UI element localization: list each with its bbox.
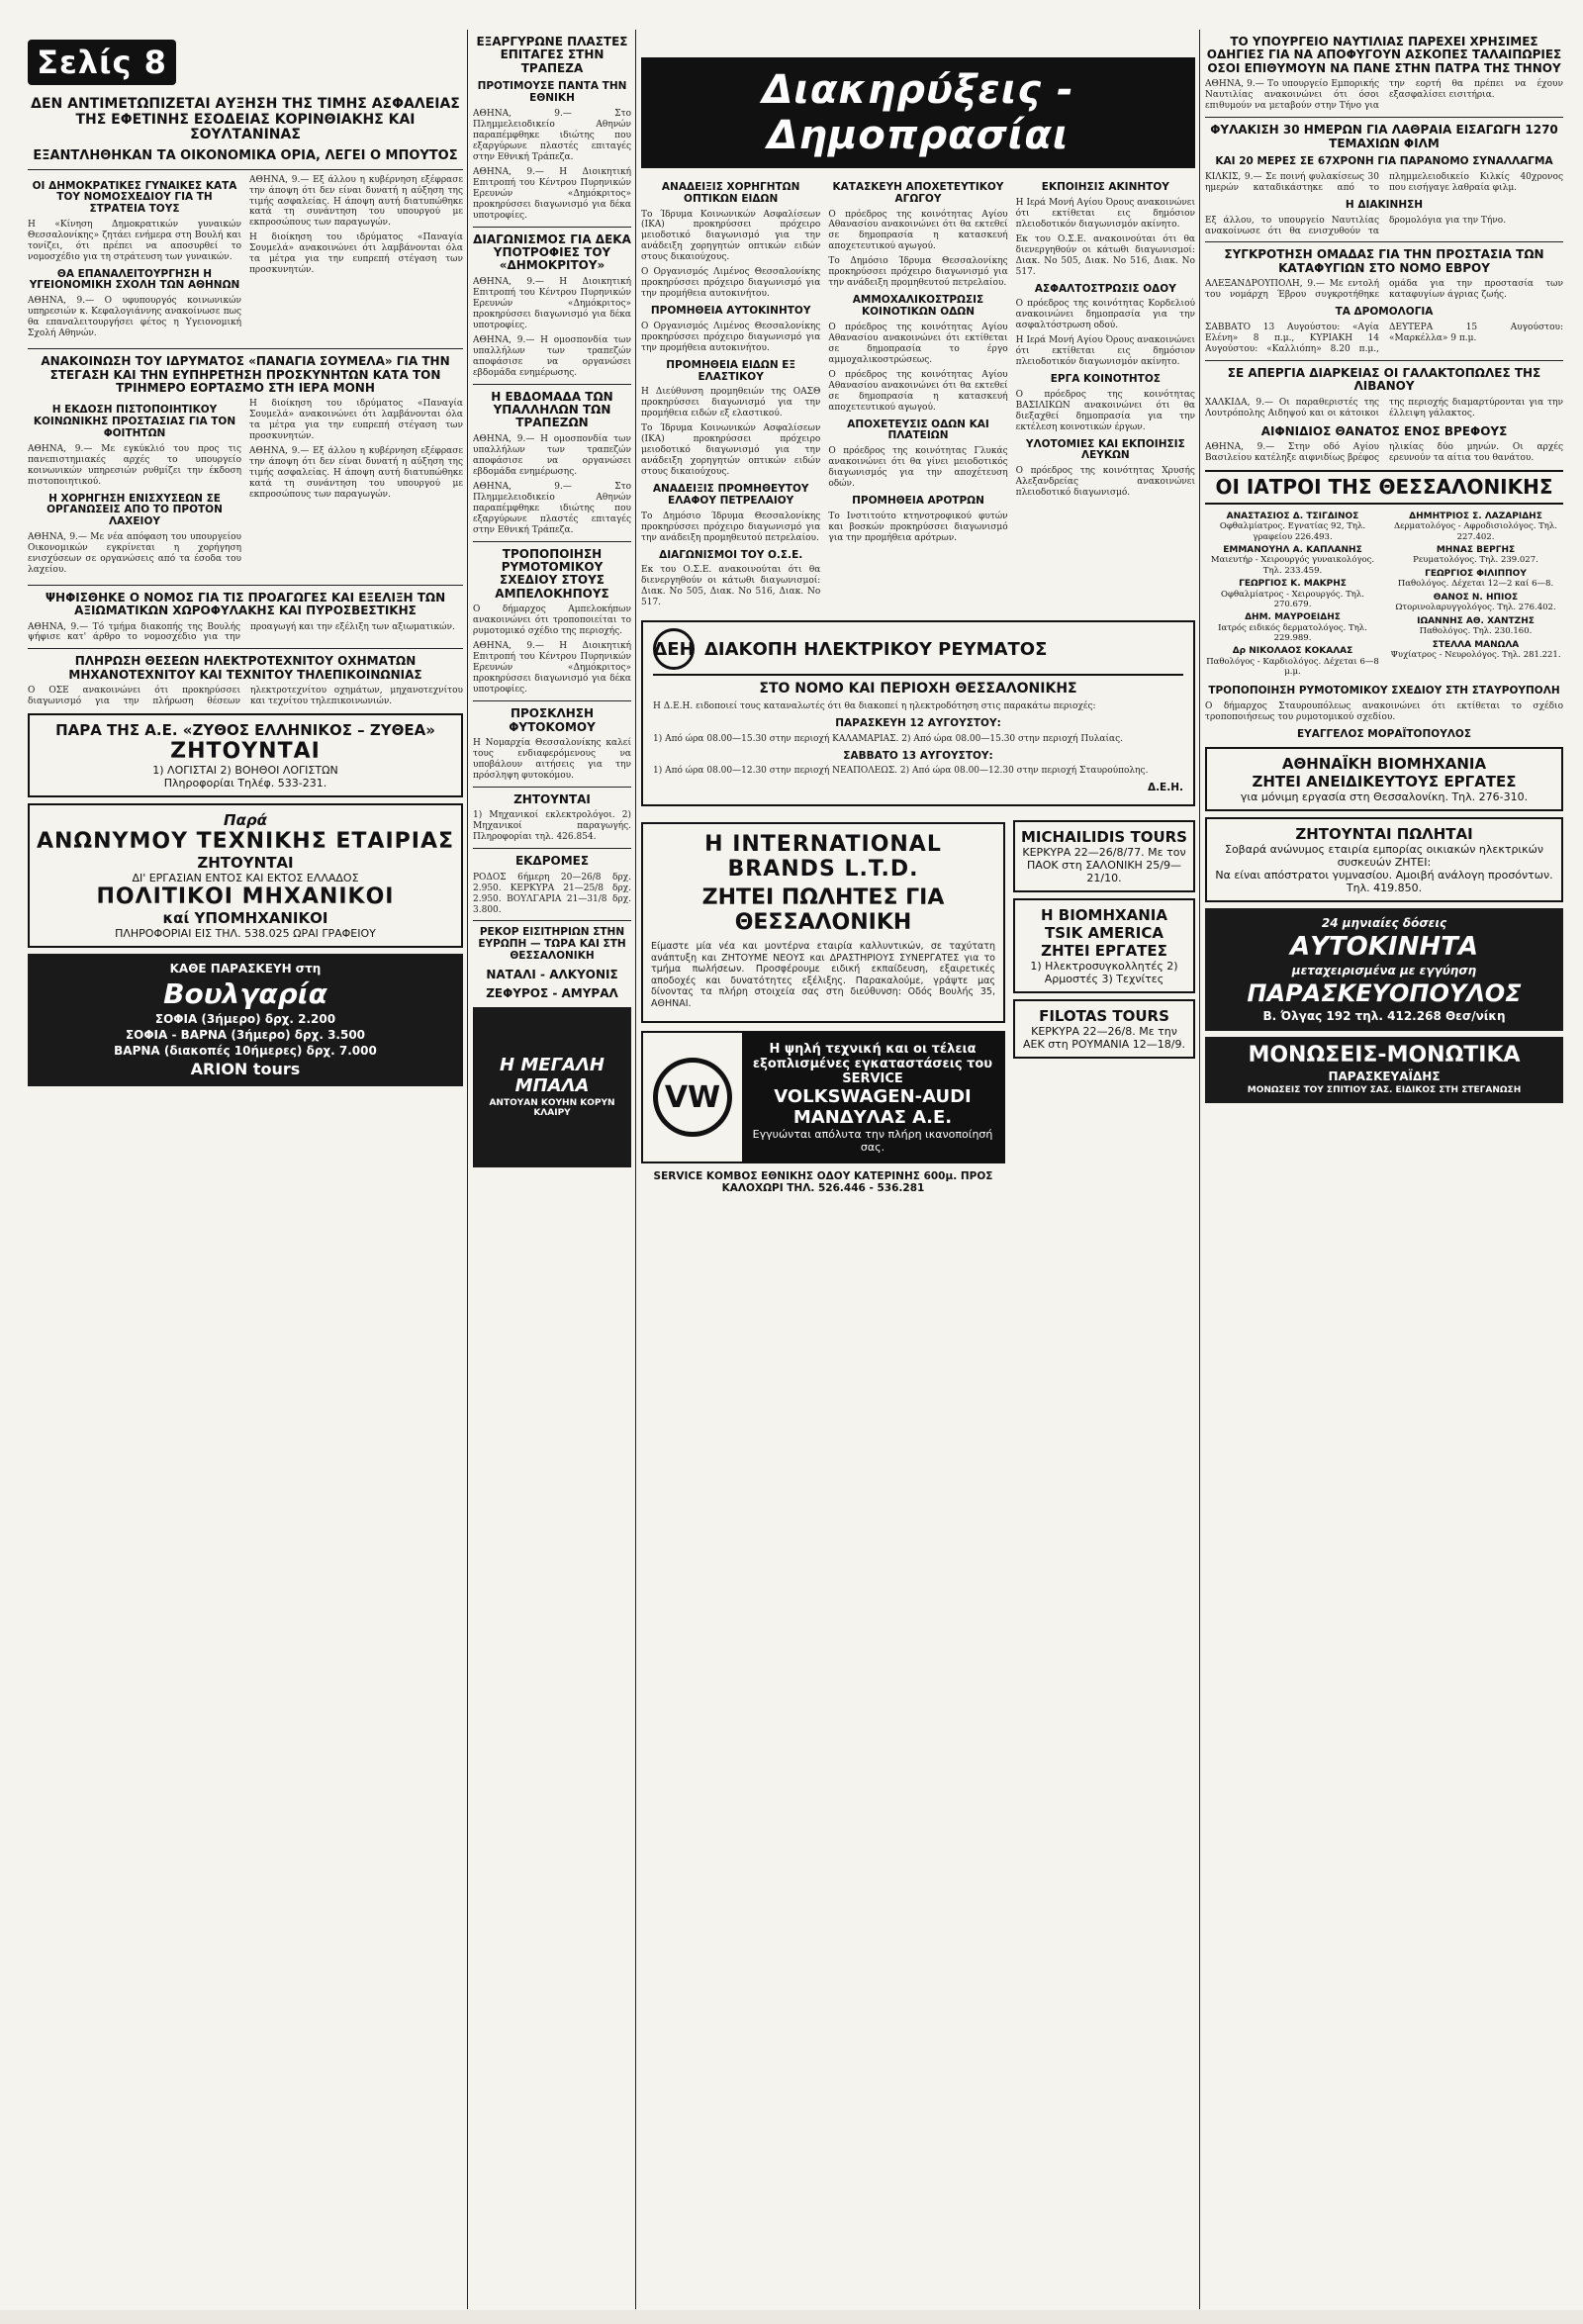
article-text: Εξ άλλου, το υπουργείο Ναυτιλίας ανακοίνωσε ότι θα ενισχυθούν τα δρομολόγια για την Τήνο. (1205, 215, 1507, 236)
ad-zyvea (28, 713, 463, 797)
ad-technical-company (28, 803, 463, 948)
headline-ekdosi: Η ΕΚΔΟΣΗ ΠΙΣΤΟΠΟΙΗΤΙΚΟΥ ΚΟΙΝΩΝΙΚΗΣ ΠΡΟΣΤΑΣΙΑΣ ΓΙΑ ΤΟΝ ΦΟΙΤΗΤΩΝ (33, 404, 236, 439)
doctors-section-title: ΟΙ ΙΑΤΡΟΙ ΤΗΣ ΘΕΣΣΑΛΟΝΙΚΗΣ (1205, 470, 1563, 504)
doctor-listing (1205, 612, 1380, 643)
notice-text: Ο Οργανισμός Λιμένος Θεσσαλονίκης προκηρύσσει πρόχειρο διαγωνισμό για την προμήθεια αυτοκινήτου. (641, 322, 821, 353)
doctor-info: Ωτορινολαρυγγολόγος. Τηλ. 276.402. (1395, 603, 1556, 613)
doctor-name: ΘΑΝΟΣ Ν. ΗΠΙΟΣ (1433, 592, 1519, 603)
ad-line: μεταχειρισμένα με εγγύηση (1291, 963, 1477, 977)
ad-cars (1205, 908, 1563, 1031)
lead-headline: ΔΕΝ ΑΝΤΙΜΕΤΩΠΙΖΕΤΑΙ ΑΥΞΗΣΗ ΤΗΣ ΤΙΜΗΣ ΑΣΦΑΛΕΙΑΣ ΤΗΣ ΕΦΕΤΙΝΗΣ ΕΣΟΔΕΙΑΣ ΚΟΡΙΝΘΙΑΚΗΣ ΚΑΙ ΣΟΥΛΤΑΝΙΝΑΣ (31, 96, 460, 143)
ad-line: ΜΟΝΩΣΕΙΣ ΤΟΥ ΣΠΙΤΙΟΥ ΣΑΣ. ΕΙΔΙΚΟΣ ΣΤΗ ΣΤΕΓΑΝΩΣΗ (1247, 1084, 1522, 1095)
ad-athenian-industry (1205, 747, 1563, 811)
headline-xorigisi: Η ΧΟΡΗΓΗΣΗ ΕΝΙΣΧΥΣΕΩΝ ΣΕ ΟΡΓΑΝΩΣΕΙΣ ΑΠΟ ΤΟ ΠΡΟΤΟΝ ΛΑΧΕΙΟΥ (47, 492, 223, 527)
notice-text: Η Ιερά Μονή Αγίου Όρους ανακοινώνει ότι εκτίθεται εις δημόσιον πλειοδοτικόν διαγωνισμόν ακίνητο. (1015, 335, 1195, 368)
article-text: Ο ΟΣΕ ανακοινώνει ότι προκηρύσσει διαγωνισμό για την πλήρωση θέσεων ηλεκτροτεχνίτου οχημάτων, μηχανοτεχνίτου και τεχνίτου τηλεπικοινωνιών. (28, 686, 463, 707)
ad-line: ΖΗΤΟΥΝΤΑΙ (170, 739, 321, 765)
column-rule (1199, 30, 1200, 2309)
doctor-listing (1388, 593, 1563, 613)
doctor-info: Δερματολόγος - Αφροδισιολόγος. Τηλ. 227.402. (1394, 521, 1557, 542)
ad-line: ΜΑΝΔΥΛΑΣ Α.Ε. (792, 1106, 953, 1128)
notice-text: Το Ίδρυμα Κοινωνικών Ασφαλίσεων (ΙΚΑ) προκηρύσσει πρόχειρο μειοδοτικό διαγωνισμό για την ανάδειξη χορηγητών οπτικών ειδών στους δικαιούχους. (641, 423, 821, 478)
article-text: ΑΘΗΝΑ, 9.— Εξ άλλου η κυβέρνηση εξέφρασε την άποψη ότι δεν είναι δυνατή η αύξηση της τιμής ασφαλείας. Η άποψη αυτή διατυπώθηκε κατά τη συνάντηση του υπουργού με εκπροσώπους των παραγωγών. (249, 174, 463, 229)
article-text: Η διοίκηση του ιδρύματος «Παναγία Σουμελά» ανακοινώνει ότι λαμβάνονται όλα τα μέτρα για την ευπρεπή στέγαση των προσκυνητών. (249, 232, 463, 276)
notice-text: Ο πρόεδρος της κοινότητας ΒΑΣΙΛΙΚΩΝ ανακοινώνει ότι θα διεξαχθεί δημοπρασία για την εκτέλεση κοινοτικών έργων. (1015, 389, 1195, 432)
article-text: ΑΘΗΝΑ, 9.— Η ομοσπονδία των υπαλλήλων των τραπεζών αποφάσισε να οργανώσει εβδομάδα ενημέρωσης. (473, 334, 631, 378)
headline-epitages: ΕΞΑΡΓΥΡΩΝΕ ΠΛΑΣΤΕΣ ΕΠΙΤΑΓΕΣ ΣΤΗΝ ΤΡΑΠΕΖΑ (476, 35, 628, 75)
vw-logo-icon: VW (653, 1058, 732, 1137)
article-text: ΧΑΛΚΙΔΑ, 9.— Οι παραθεριστές της Λουτρόπολης Αιδηψού και οι κάτοικοι της περιοχής διαμαρτύρονται για την έλλειψη γάλακτος. (1205, 397, 1563, 418)
ad-line: Εγγυώνται απόλυτα την πλήρη ικανοποίησή σας. (752, 1127, 993, 1154)
headline-tinos: ΤΟ ΥΠΟΥΡΓΕΙΟ ΝΑΥΤΙΛΙΑΣ ΠΑΡΕΧΕΙ ΧΡΗΣΙΜΕΣ ΟΔΗΓΙΕΣ ΓΙΑ ΝΑ ΑΠΟΦΥΓΟΥΝ ΑΣΚΟΠΕΣ ΤΑΛΑΙΠΩΡΙΕΣ ΟΣΟΙ ΕΠΙΘΥΜΟΥΝ ΝΑ ΠΑΝΕ ΣΤΗΝ ΠΑΤΡΑ ΤΗΣ ΤΗΝΟΥ (1206, 35, 1562, 75)
article-grid (28, 175, 463, 344)
ad-line: ΖΗΤΕΙ ΑΝΕΙΔΙΚΕΥΤΟΥΣ ΕΡΓΑΤΕΣ (1252, 772, 1517, 790)
divider (28, 169, 463, 170)
doctor-name: ΜΗΝΑΣ ΒΕΡΓΗΣ (1436, 544, 1516, 555)
ad-cinema (473, 1007, 631, 1167)
ad-insulation (1205, 1037, 1563, 1103)
ad-line: Σοβαρά ανώνυμος εταιρία εμπορίας οικιακών ηλεκτρικών συσκευών ΖΗΤΕΙ: (1225, 842, 1543, 869)
ad-line: ΚΕΡΚΥΡΑ 22—26/8/77. Με τον ΠΑΟΚ στη ΣΑΛΟΝΙΚΗ 25/9—21/10. (1022, 846, 1186, 885)
notice-text: Εκ του Ο.Σ.Ε. ανακοινούται ότι θα διενεργηθούν οι κάτωθι διαγωνισμοί: Διακ. Νο 505, Διακ. Νο 516, Διακ. Νο 517. (1015, 233, 1195, 277)
ad-line: ΣΟΦΙΑ (3ήμερο) δρχ. 2.200 (154, 1012, 336, 1027)
headline-evdomada: Η ΕΒΔΟΜΑΔΑ ΤΩΝ ΥΠΑΛΛΗΛΩΝ ΤΩΝ ΤΡΑΠΕΖΩΝ (491, 389, 613, 430)
headline-diagonismos: ΔΙΑΓΩΝΙΣΜΟΣ ΓΙΑ ΔΕΚΑ ΥΠΟΤΡΟΦΙΕΣ ΤΟΥ «ΔΗΜΟΚΡΙΤΟΥ» (473, 232, 631, 273)
notice-text: Η Διεύθυνση προμηθειών της ΟΑΣΘ προκηρύσσει διαγωνισμό για την προμήθεια ειδών εξ ελαστικού. (641, 387, 821, 419)
divider (28, 648, 463, 649)
ad-line: ΔΙ' ΕΡΓΑΣΙΑΝ ΕΝΤΟΣ ΚΑΙ ΕΚΤΟΣ ΕΛΛΑΔΟΣ (132, 872, 359, 885)
vw-service-line: SERVICE ΚΟΜΒΟΣ ΕΘΝΙΚΗΣ ΟΔΟΥ ΚΑΤΕΡΙΝΗΣ 600μ. ΠΡΟΣ ΚΑΛΟΧΩΡΙ ΤΗΛ. 526.446 - 536.281 (653, 1170, 993, 1195)
divider (473, 787, 631, 788)
headline-nomos: ΨΗΦΙΣΘΗΚΕ Ο ΝΟΜΟΣ ΓΙΑ ΤΙΣ ΠΡΟΑΓΩΓΕΣ ΚΑΙ ΕΞΕΛΙΞΗ ΤΩΝ ΑΞΙΩΜΑΤΙΚΩΝ ΧΩΡΟΦΥΛΑΚΗΣ ΚΑΙ ΠΥΡΟΣΒΕΣΤΙΚΗΣ (45, 590, 446, 618)
ad-line: ΒΑΡΝΑ (διακοπές 10ήμερες) δρχ. 7.000 (114, 1044, 377, 1059)
headline-apergia: ΣΕ ΑΠΕΡΓΙΑ ΔΙΑΡΚΕΙΑΣ ΟΙ ΓΑΛΑΚΤΟΠΩΛΕΣ ΤΗΣ ΛΙΒΑΝΟΥ (1227, 365, 1541, 394)
notice-text: Ο πρόεδρος της κοινότητας Κορδελιού ανακοινώνει δημοπρασία για την ασφαλτόστρωση οδού. (1015, 299, 1195, 331)
headline-gynaikes: ΟΙ ΔΗΜΟΚΡΑΤΙΚΕΣ ΓΥΝΑΙΚΕΣ ΚΑΤΑ ΤΟΥ ΝΟΜΟΣΧΕΔΙΟΥ ΓΙΑ ΤΗ ΣΤΡΑΤΕΙΑ ΤΟΥΣ (32, 179, 237, 216)
article-text: Ο δήμαρχος Αμπελοκήπων ανακοινώνει ότι τροποποιείται το ρυμοτομικό σχέδιο της περιοχής. (473, 604, 631, 637)
article-text: Η Νομαρχία Θεσσαλονίκης καλεί τους ενδιαφερόμενους να υποβάλουν αιτήσεις για την πρόσληψη φυτοκόμου. (473, 737, 631, 781)
article-text: Ο δήμαρχος Σταυρουπόλεως ανακοινώνει ότι εκτίθεται το σχέδιο τροποποιήσεως του ρυμοτομικού σχεδίου. (1205, 701, 1563, 723)
doctor-info: Παθολόγος - Καρδιολόγος. Δέχεται 6—8 μ.μ. (1206, 657, 1379, 678)
deh-subtitle: ΣΤΟ ΝΟΜΟ ΚΑΙ ΠΕΡΙΟΧΗ ΘΕΣΣΑΛΟΝΙΚΗΣ (759, 681, 1077, 697)
ad-line: 1) ΛΟΓΙΣΤΑΙ 2) ΒΟΗΘΟΙ ΛΟΓΙΣΤΩΝ (152, 764, 338, 778)
ad-line: Η INTERNATIONAL BRANDS L.T.D. (704, 832, 942, 883)
article-text: ΑΘΗΝΑ, 9.— Εξ άλλου η κυβέρνηση εξέφρασε την άποψη ότι δεν είναι δυνατή η αύξηση της τιμής ασφαλείας. Η άποψη αυτή διατυπώθηκε κατά τη συνάντηση του υπουργού με εκπροσώπους των παραγωγών. (249, 446, 463, 501)
deh-day-text: 1) Από ώρα 08.00—12.30 στην περιοχή ΝΕΑΠΟΛΕΩΣ. 2) Από ώρα 08.00—12.30 στην περιοχή Σταυρούπολης. (653, 766, 1149, 777)
headline-diakinisi: Η ΔΙΑΚΙΝΗΣΗ (1345, 198, 1424, 211)
article-text: ΑΘΗΝΑ, 9.— Τό τμήμα διακοπής της Βουλής ψήφισε κατ' άρθρο το νομοσχέδιο για την προαγωγή και την εξέλιξη των αξιωματικών. (28, 621, 455, 643)
article-text: ΑΘΗΝΑ, 9.— Στην οδό Αγίου Βασιλείου κατέληξε αιφνιδίως βρέφος ηλικίας δύο μηνών. Οι αρχές ερευνούν τα αίτια του θανάτου. (1205, 442, 1563, 464)
doctor-info: Ιατρός ειδικός δερματολόγος. Τηλ. 229.989. (1218, 622, 1367, 644)
article-text: 1) Μηχανικοί εκλεκτρολόγοι. 2) Μηχανικοί παραγωγής. Πληροφορίαι τηλ. 426.854. (473, 810, 631, 843)
headline-rymotomiko: ΤΡΟΠΟΠΟΙΗΣΗ ΡΥΜΟΤΟΜΙΚΟΥ ΣΧΕΔΙΟΥ ΣΤΗ ΣΤΑΥΡΟΥΠΟΛΗ (1208, 685, 1560, 697)
doctors-grid (1205, 509, 1563, 681)
ad-line: ΑΘΗΝΑΪΚΗ ΒΙΟΜΗΧΑΝΙΑ (1281, 754, 1487, 773)
divider (473, 700, 631, 701)
headline-plirosi: ΠΛΗΡΩΣΗ ΘΕΣΕΩΝ ΗΛΕΚΤΡΟΤΕΧΝΙΤΟΥ ΟΧΗΜΑΤΩΝ ΜΗΧΑΝΟΤΕΧΝΙΤΟΥ ΚΑΙ ΤΕΧΝΙΤΟΥ ΤΗΛΕΠΙΚΟΙΝΩΝΙΑΣ (68, 654, 422, 682)
subheadline-fylakisi: ΚΑΙ 20 ΜΕΡΕΣ ΣΕ 67ΧΡΟΝΗ ΓΙΑ ΠΑΡΑΝΟΜΟ ΣΥΝΑΛΛΑΓΜΑ (1215, 155, 1553, 168)
divider (473, 848, 631, 849)
headline-thanatos: ΑΙΦΝΙΔΙΟΣ ΘΑΝΑΤΟΣ ΕΝΟΣ ΒΡΕΦΟΥΣ (1260, 423, 1508, 438)
notices-grid (641, 176, 1195, 612)
article-text: ΡΟΔΟΣ 6ήμερη 20—26/8 δρχ. 2.950. ΚΕΡΚΥΡΑ 21—25/8 δρχ. 2.950. ΒΟΥΛΓΑΡΙΑ 21—31/8 δρχ. 3.800. (473, 872, 631, 915)
deh-power-cut-notice (641, 620, 1195, 806)
doctor-name: ΓΕΩΡΓΙΟΣ ΦΙΛΙΠΠΟΥ (1425, 568, 1527, 579)
article-text: Η «Κίνηση Δημοκρατικών γυναικών Θεσσαλονίκης» ζητάει ενήμερα στη Βουλή και τονίζει, ότι πρέπει να αποσυρθεί το νομοσχέδιο για τη στράτευση των γυναικών. (28, 219, 241, 262)
article-grid (28, 399, 463, 579)
lead-subheadline: ΕΞΑΝΤΛΗΘΗΚΑΝ ΤΑ ΟΙΚΟΝΟΜΙΚΑ ΟΡΙΑ, ΛΕΓΕΙ Ο ΜΠΟΥΤΟΣ (33, 148, 458, 164)
doctor-info: Μαιευτήρ - Χειρουργός γυναικολόγος. Τηλ. 233.459. (1210, 555, 1375, 576)
ad-line: Β. Όλγας 192 τηλ. 412.268 Θεσ/νίκη (1262, 1008, 1506, 1023)
notice-heading: ΑΝΑΔΕΙΞΙΣ ΧΟΡΗΓΗΤΩΝ ΟΠΤΙΚΩΝ ΕΙΔΩΝ (661, 181, 800, 205)
column-4 (1205, 30, 1563, 1109)
notice-heading: ΕΚΠΟΙΗΣΙΣ ΑΚΙΝΗΤΟΥ (1041, 181, 1169, 193)
headline-tropopoiisi: ΤΡΟΠΟΠΟΙΗΣΗ ΡΥΜΟΤΟΜΙΚΟΥ ΣΧΕΔΙΟΥ ΣΤΟΥΣ ΑΜΠΕΛΟΚΗΠΟΥΣ (495, 546, 609, 601)
cinema-title: ΖΕΦΥΡΟΣ - ΑΜΥΡΑΛ (486, 986, 618, 1001)
doctor-listing (1205, 511, 1380, 542)
article-text: ΑΘΗΝΑ, 9.— Η Διοικητική Επιτροπή του Κέντρου Πυρηνικών Ερευνών «Δημόκριτος» προκηρύσσει διαγωνισμό για δέκα υποτροφίες. (473, 641, 631, 696)
signature: ΕΥΑΓΓΕΛΟΣ ΜΟΡΑΪΤΟΠΟΥΛΟΣ (1296, 728, 1472, 741)
ad-line: για μόνιμη εργασία στη Θεσσαλονίκη. Τηλ. 276-310. (1240, 790, 1529, 803)
ad-line: ΠΑΡΑΣΚΕΥΑΪΔΗΣ (1328, 1069, 1441, 1083)
doctor-listing (1205, 579, 1380, 609)
vw-text (742, 1033, 1003, 1162)
deh-day-text: 1) Από ώρα 08.00—15.30 στην περιοχή ΚΑΛΑΜΑΡΙΑΣ. 2) Από ώρα 08.00—15.30 στην περιοχή Πυλαίας. (653, 733, 1123, 744)
ad-line: ΖΗΤΟΥΝΤΑΙ (197, 854, 294, 873)
notice-text: Ο Οργανισμός Λιμένος Θεσσαλονίκης προκηρύσσει πρόχειρο διαγωνισμό για την προμήθεια αυτοκινήτου. (641, 267, 821, 300)
doctor-info: Ρευματολόγος. Τηλ. 239.027. (1413, 555, 1538, 566)
ad-line: ΜΟΝΩΣΕΙΣ-ΜΟΝΩΤΙΚΑ (1248, 1042, 1521, 1068)
article-text: ΚΙΛΚΙΣ, 9.— Σε ποινή φυλακίσεως 30 ημερών καταδικάστηκε από το πλημμελειοδικείο Κιλκίς 40χρονος που εισήγαγε λαθραία φιλμ. (1205, 171, 1563, 193)
doctor-info: Ψυχίατρος - Νευρολόγος. Τηλ. 281.221. (1390, 650, 1561, 661)
ad-line: VOLKSWAGEN-AUDI (774, 1085, 972, 1107)
ad-line: ΠΛΗΡΟΦΟΡΙΑΙ ΕΙΣ ΤΗΛ. 538.025 ΩΡΑΙ ΓΡΑΦΕΙΟΥ (115, 927, 376, 941)
article-text: ΑΘΗΝΑ, 9.— Το υπουργείο Εμπορικής Ναυτιλίας ανακοινώνει ότι όσοι επιθυμούν να μεταβούν στην Τήνο για την εορτή θα πρέπει να έχουν εξασφαλίσει εισιτήρια. (1205, 79, 1563, 112)
doctor-listing (1388, 569, 1563, 590)
notice-heading: ΚΑΤΑΣΚΕΥΗ ΑΠΟΧΕΤΕΥΤΙΚΟΥ ΑΓΩΓΟΥ (832, 181, 1004, 205)
divider (473, 384, 631, 385)
notice-heading: ΑΣΦΑΛΤΟΣΤΡΩΣΙΣ ΟΔΟΥ (1034, 282, 1176, 295)
notice-text: Εκ του Ο.Σ.Ε. ανακοινούται ότι θα διενεργηθούν οι κάτωθι διαγωνισμοί: Διακ. Νο 505, Διακ. Νο 516, Διακ. Νο 517. (641, 565, 821, 608)
doctor-listing (1205, 545, 1380, 576)
ad-line: Παρά (224, 811, 267, 830)
notice-text: Το Δημόσιο Ίδρυμα Θεσσαλονίκης προκηρύσσει πρόχειρο διαγωνισμό για την ανάδειξη προμηθευτού πετρελαίου. (641, 511, 821, 543)
notice-text: Ο πρόεδρος της κοινότητας Αγίου Αθανασίου ανακοινώνει ότι εκτίθεται σε δημοπρασία το έργο αμμοχαλικοστρώσεως. (828, 322, 1008, 365)
doctor-listing (1388, 640, 1563, 661)
article-text: ΣΑΒΒΑΤΟ 13 Αυγούστου: «Αγία Ελένη» 8 π.μ., ΚΥΡΙΑΚΗ 14 Αυγούστου: «Καλλιόπη» 8.20 π.μ., ΔΕΥΤΕΡΑ 15 Αυγούστου: «Μαρκέλλα» 9 π.μ. (1205, 323, 1563, 354)
ad-text: Είμαστε μία νέα και μοντέρνα εταιρία καλλυντικών, σε ταχύτατη ανάπτυξη και ΖΗΤΟΥΜΕ ΝΕΟΥΣ και ΔΡΑΣΤΗΡΙΟΥΣ ΣΥΝΕΡΓΑΤΕΣ για το τμήμα πωλήσεων. Προσφέρουμε ειδική εκπαίδευση, εξαιρετικές αποδοχές και δυνατότητες εξέλιξης. Παρακαλούμε, γράψτε μας δίνοντας τα πλήρη στοιχεία σας στη διεύθυνση: Οδός Βουλής 35, ΑΘΗΝΑΙ. (651, 941, 995, 1009)
headline-soumela: ΑΝΑΚΟΙΝΩΣΗ ΤΟΥ ΙΔΡΥΜΑΤΟΣ «ΠΑΝΑΓΙΑ ΣΟΥΜΕΛΑ» ΓΙΑ ΤΗΝ ΣΤΕΓΑΣΗ ΚΑΙ ΤΗΝ ΕΥΠΗΡΕΤΗΣΗ ΠΡΟΣΚΥΝΗΤΩΝ ΚΑΤΑ ΤΟΝ ΤΡΙΗΜΕΡΟ ΕΟΡΤΑΣΜΟ ΣΤΗ ΙΕΡΑ ΜΟΝΗ (41, 354, 450, 395)
article-text: ΑΘΗΝΑ, 9.— Η Διοικητική Επιτροπή του Κέντρου Πυρηνικών Ερευνών «Δημόκριτος» προκηρύσσει διαγωνισμό για δέκα υποτροφίες. (473, 166, 631, 221)
ad-line: Η ψηλή τεχνική και οι τέλεια εξοπλισμένες εγκαταστάσεις του SERVICE (752, 1041, 993, 1086)
divider (28, 348, 463, 349)
notice-text: Το Ινστιτούτο κτηνοτροφικού φυτών και βοσκών προκηρύσσει διαγωνισμό για την προμήθεια αρότρων. (828, 511, 1008, 543)
headline-ekdromes: ΕΚΔΡΟΜΕΣ (514, 854, 590, 869)
doctor-name: ΔΗΜΗΤΡΙΟΣ Σ. ΛΑΖΑΡΙΔΗΣ (1409, 511, 1542, 521)
doctor-listing (1205, 646, 1380, 677)
notice-heading: ΕΡΓΑ ΚΟΙΝΟΤΗΤΟΣ (1050, 373, 1161, 386)
divider (1205, 360, 1563, 361)
ad-line: ΠΟΛΙΤΙΚΟΙ ΜΗΧΑΝΙΚΟΙ (96, 884, 395, 910)
cinema-title: ΝΑΤΑΛΙ - ΑΛΚΥΟΝΙΣ (486, 967, 618, 981)
ad-line: ΠΑΡΑΣΚΕΥΟΠΟΥΛΟΣ (1247, 978, 1522, 1007)
ad-logo-text: ARION tours (190, 1060, 301, 1079)
doctor-name: ΔΗΜ. ΜΑΥΡΟΕΙΔΗΣ (1245, 612, 1341, 623)
ad-line: ΑΝΤΟΥΑΝ ΚΟΥΗΝ ΚΟΡΥΝ ΚΛΑΙΡΥ (489, 1097, 615, 1118)
doctor-name: ΣΤΕΛΛΑ ΜΑΝΩΛΑ (1432, 639, 1520, 650)
ad-line: ΑΥΤΟΚΙΝΗΤΑ (1290, 931, 1478, 962)
article-text: ΑΘΗΝΑ, 9.— Η Διοικητική Επιτροπή του Κέντρου Πυρηνικών Ερευνών «Δημόκριτος» προκηρύσσει διαγωνισμό για δέκα υποτροφίες. (473, 276, 631, 330)
article-text: ΑΘΗΝΑ, 9.— Ο υφυπουργός κοινωνικών υπηρεσιών κ. Κεφαλογιάννης ανακοίνωσε πως θα επαναλειτουργήσει φέτος η Υγειονομική Σχολή Αθηνών. (28, 296, 241, 339)
deh-header (653, 628, 1183, 676)
doctor-info: Παθολόγος. Τηλ. 230.160. (1419, 626, 1533, 637)
headline-rekor: ΡΕΚΟΡ ΕΙΣΙΤΗΡΙΩΝ ΣΤΗΝ ΕΥΡΩΠΗ — ΤΩΡΑ ΚΑΙ ΣΤΗ ΘΕΣΣΑΛΟΝΙΚΗ (478, 926, 626, 962)
deh-title: ΔΙΑΚΟΠΗ ΗΛΕΚΤΡΙΚΟΥ ΡΕΥΜΑΤΟΣ (704, 638, 1048, 660)
article-text: ΑΘΗΝΑ, 9.— Με εγκύκλιό του προς τις πανεπιστημιακές αρχές το υπουργείο κοινωνικών υπηρεσιών ρυθμίζει την έκδοση πιστοποιητικού. (28, 443, 241, 487)
ad-line: ΚΑΘΕ ΠΑΡΑΣΚΕΥΗ στη (169, 962, 322, 976)
ad-line: 24 μηνιαίες δόσεις (1321, 915, 1447, 930)
ad-line: Βουλγαρία (163, 977, 327, 1011)
ad-salesmen (1205, 817, 1563, 902)
divider (473, 227, 631, 228)
doctor-info: Οφθαλμίατρος - Χειρουργός. Τηλ. 270.679. (1221, 589, 1364, 609)
headline-prosklisi: ΠΡΟΣΚΛΗΣΗ ΦΥΤΟΚΟΜΟΥ (509, 706, 596, 734)
headline-zitountai: ΖΗΤΟΥΝΤΑΙ (513, 791, 591, 806)
section-banner: Διακηρύξεις - Δημοπρασίαι (641, 57, 1195, 168)
ad-line: 1) Ηλεκτροσυγκολλητές 2) Αρμοστές 3) Τεχνίτες (1030, 960, 1178, 986)
deh-logo-icon: ΔΕΗ (653, 628, 695, 670)
divider (1205, 241, 1563, 242)
page-number-badge: Σελίς 8 (28, 40, 176, 85)
column-rule (467, 30, 468, 2309)
ad-line: ΣΟΦΙΑ - ΒΑΡΝΑ (3ήμερο) δρχ. 3.500 (125, 1028, 366, 1043)
ad-volkswagen (641, 1031, 1005, 1163)
ads-row (641, 814, 1195, 1199)
notice-heading: ΑΝΑΔΕΙΞΙΣ ΠΡΟΜΗΘΕΥΤΟΥ ΕΛΑΦΟΥ ΠΕΤΡΕΛΑΙΟΥ (652, 483, 809, 507)
headline-epanalitourgia: ΘΑ ΕΠΑΝΑΛΕΙΤΟΥΡΓΗΣΗ Η ΥΓΕΙΟΝΟΜΙΚΗ ΣΧΟΛΗ ΤΩΝ ΑΘΗΝΩΝ (29, 267, 240, 292)
doctor-name: ΑΝΑΣΤΑΣΙΟΣ Δ. ΤΣΙΓΔΙΝΟΣ (1226, 511, 1359, 521)
deh-signature: Δ.Ε.Η. (1147, 782, 1183, 794)
doctor-info: Οφθαλμίατρος. Εγνατίας 92, Τηλ. γραφείου 226.493. (1219, 521, 1366, 542)
ad-line: Η ΒΙΟΜΗΧΑΝΙΑ TSIK AMERICA ΖΗΤΕΙ ΕΡΓΑΤΕΣ (1041, 906, 1167, 961)
deh-day: ΠΑΡΑΣΚΕΥΗ 12 ΑΥΓΟΥΣΤΟΥ: (835, 716, 1001, 729)
article-text: Η διοίκηση του ιδρύματος «Παναγία Σουμελά» ανακοινώνει ότι λαμβάνονται όλα τα μέτρα για την ευπρεπή στέγαση των προσκυνητών. (249, 399, 463, 442)
column-rule (635, 30, 636, 2309)
ad-line: Να είναι απόστρατοι γυμνασίου. Αμοιβή ανάλογη προσόντων. Τηλ. 419.850. (1215, 868, 1553, 894)
ad-international-brands (641, 822, 1005, 1023)
notice-heading: ΠΡΟΜΗΘΕΙΑ ΕΙΔΩΝ ΕΞ ΕΛΑΣΤΙΚΟΥ (666, 358, 796, 383)
article-text: ΑΘΗΝΑ, 9.— Η ομοσπονδία των υπαλλήλων των τραπεζών αποφάσισε να οργανώσει εβδομάδα ενημέρωσης. (473, 433, 631, 477)
divider (1205, 117, 1563, 118)
notice-text: Το Δημόσιο Ίδρυμα Θεσσαλονίκης προκηρύσσει πρόχειρο διαγωνισμό για την ανάδειξη προμηθευτού πετρελαίου. (828, 256, 1008, 289)
notice-text: Ο πρόεδρος της κοινότητας Χρυσής Αλεξανδρείας ανακοινώνει πλειοδοτικό διαγωνισμό. (1015, 466, 1195, 499)
article-text: ΑΘΗΝΑ, 9.— Στο Πλημμελειοδικείο Αθηνών παραπέμφθηκε ιδιώτης που εξαργύρωνε πλαστές επιταγές στην Εθνική Τράπεζα. (473, 481, 631, 535)
vw-logo (643, 1033, 742, 1162)
notice-heading: ΑΠΟΧΕΤΕΥΣΙΣ ΟΔΩΝ ΚΑΙ ΠΛΑΤΕΙΩΝ (847, 418, 989, 442)
doctor-name: ΓΕΩΡΓΙΟΣ Κ. ΜΑΚΡΗΣ (1239, 578, 1347, 589)
column-3 (641, 57, 1195, 1199)
notice-heading: ΔΙΑΓΩΝΙΣΜΟΙ ΤΟΥ Ο.Σ.Ε. (659, 548, 803, 561)
column-2 (473, 30, 631, 1173)
subheadline-epitages: ΠΡΟΤΙΜΟΥΣΕ ΠΑΝΤΑ ΤΗΝ ΕΘΝΙΚΗ (477, 80, 627, 105)
article-text: ΑΛΕΞΑΝΔΡΟΥΠΟΛΗ, 9.— Με εντολή του νομάρχη Έβρου συγκροτήθηκε ομάδα για την προστασία των καταφυγίων άγριας ζωής. (1205, 279, 1563, 301)
page-footer (0, 2310, 1583, 2324)
ad-line: ΚΕΡΚΥΡΑ 22—26/8. Με την ΑΕΚ στη ΡΟΥΜΑΝΙΑ 12—18/9. (1023, 1025, 1185, 1052)
divider (28, 585, 463, 586)
deh-day: ΣΑΒΒΑΤΟ 13 ΑΥΓΟΥΣΤΟΥ: (843, 749, 993, 762)
ad-tsik-america (1013, 898, 1195, 993)
doctor-name: ΕΜΜΑΝΟΥΗΛ Α. ΚΑΠΛΑΝΗΣ (1223, 544, 1362, 555)
article-text: ΑΘΗΝΑ, 9.— Στο Πλημμελειοδικείο Αθηνών παραπέμφθηκε ιδιώτης που εξαργύρωνε πλαστές επιταγές στην Εθνική Τράπεζα. (473, 108, 631, 162)
notice-heading: ΥΛΟΤΟΜΙΕΣ ΚΑΙ ΕΚΠΟΙΗΣΙΣ ΛΕΥΚΩΝ (1025, 437, 1185, 462)
ad-line: Πληροφορίαι Τηλέφ. 533-231. (163, 777, 327, 790)
headline-systasi: ΣΥΓΚΡΟΤΗΣΗ ΟΜΑΔΑΣ ΓΙΑ ΤΗΝ ΠΡΟΣΤΑΣΙΑ ΤΩΝ ΚΑΤΑΦΥΓΙΩΝ ΣΤΟ ΝΟΜΟ ΕΒΡΟΥ (1224, 247, 1544, 275)
article-text: ΑΘΗΝΑ, 9.— Με νέα απόφαση του υπουργείου Οικονομικών εγκρίνεται η χορήγηση ενισχύσεων σε οργανώσεις από τα έσοδα του λαχείου. (28, 531, 241, 575)
headline-fylakisi: ΦΥΛΑΚΙΣΗ 30 ΗΜΕΡΩΝ ΓΙΑ ΛΑΘΡΑΙΑ ΕΙΣΑΓΩΓΗ 1270 ΤΕΜΑΧΙΩΝ ΦΙΛΜ (1210, 123, 1558, 150)
ad-line: Η ΜΕΓΑΛΗ ΜΠΑΛΑ (500, 1054, 605, 1096)
deh-intro: Η Δ.Ε.Η. ειδοποιεί τους καταναλωτές ότι θα διακοπεί η ηλεκτροδότηση στις παρακάτω περιοχές: (653, 700, 1096, 711)
ad-line: ΖΗΤΟΥΝΤΑΙ ΠΩΛΗΤΑΙ (1295, 824, 1473, 843)
ad-line: ΖΗΤΕΙ ΠΩΛΗΤΕΣ ΓΙΑ ΘΕΣΣΑΛΟΝΙΚΗ (701, 885, 945, 936)
notice-text: Το Ίδρυμα Κοινωνικών Ασφαλίσεων (ΙΚΑ) προκηρύσσει πρόχειρο μειοδοτικό διαγωνισμό για την ανάδειξη χορηγητών οπτικών ειδών στους δικαιούχους. (641, 209, 821, 263)
ad-line: ΠΑΡΑ ΤΗΣ Α.Ε. «ΖΥΘΟΣ ΕΛΛΗΝΙΚΟΣ – ΖΥΘΕΑ» (55, 721, 435, 740)
doctor-listing (1388, 511, 1563, 542)
divider (473, 920, 631, 921)
column-1 (28, 91, 463, 1092)
doctor-listing (1388, 545, 1563, 566)
notice-text: Η Ιερά Μονή Αγίου Όρους ανακοινώνει ότι εκτίθεται εις δημόσιον πλειοδοτικόν διαγωνισμόν ακίνητο. (1015, 197, 1195, 230)
notice-text: Ο πρόεδρος της κοινότητας Αγίου Αθανασίου ανακοινώνει ότι θα εκτεθεί σε δημοπρασία η κατασκευή αποχετευτικού αγωγού. (828, 369, 1008, 413)
ad-line: καί ΥΠΟΜΗΧΑΝΙΚΟΙ (162, 909, 328, 928)
headline-dromologia: ΤΑ ΔΡΟΜΟΛΟΓΙΑ (1335, 306, 1434, 319)
ad-michailidis-tours (1013, 820, 1195, 892)
notice-text: Ο πρόεδρος της κοινότητας Γλυκάς ανακοινώνει ότι θα γίνει μειοδοτικός διαγωνισμός για την αποχέτευση οδών. (828, 446, 1008, 489)
doctor-name: ΙΩΑΝΝΗΣ ΑΘ. ΧΑΝΤΖΗΣ (1417, 615, 1535, 626)
doctor-name: Δρ ΝΙΚΟΛΑΟΣ ΚΟΚΑΛΑΣ (1232, 646, 1353, 657)
notice-heading: ΠΡΟΜΗΘΕΙΑ ΑΥΤΟΚΙΝΗΤΟΥ (650, 305, 811, 318)
doctor-info: Παθολόγος. Δέχεται 12—2 καί 6—8. (1397, 579, 1554, 590)
ad-filotas-tours (1013, 999, 1195, 1059)
ad-line: MICHAILIDIS TOURS (1021, 828, 1187, 847)
doctor-listing (1388, 616, 1563, 637)
divider (473, 541, 631, 542)
notice-text: Ο πρόεδρος της κοινότητας Αγίου Αθανασίου ανακοινώνει ότι θα εκτεθεί σε δημοπρασία η κατασκευή αποχετευτικού αγωγού. (828, 209, 1008, 252)
ad-bulgaria (28, 954, 463, 1086)
notice-heading: ΠΡΟΜΗΘΕΙΑ ΑΡΟΤΡΩΝ (852, 494, 984, 507)
ad-line: ΑΝΩΝΥΜΟΥ ΤΕΧΝΙΚΗΣ ΕΤΑΙΡΙΑΣ (36, 829, 455, 855)
ad-line: FILOTAS TOURS (1039, 1007, 1169, 1026)
notice-heading: ΑΜΜΟΧΑΛΙΚΟΣΤΡΩΣΙΣ ΚΟΙΝΟΤΙΚΩΝ ΟΔΩΝ (852, 294, 984, 319)
